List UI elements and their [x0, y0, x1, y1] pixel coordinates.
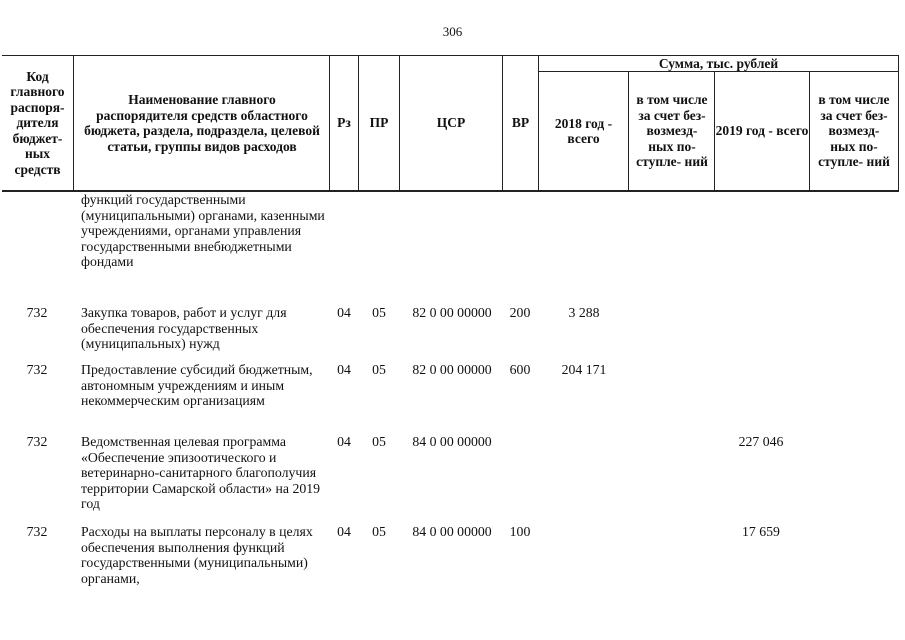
row-sum-2019: 227 046	[738, 434, 784, 449]
row-sum-2018: 204 171	[561, 362, 607, 377]
header-2018-total: 2018 год - всего	[554, 115, 613, 146]
row-code: 732	[26, 305, 48, 320]
row-name: Расходы на выплаты персоналу в целях обеспечения выполнения функций государственными (муниципальными) органами,	[81, 524, 313, 586]
row-rz: 04	[337, 362, 351, 377]
row-csr: 82 0 00 00000	[412, 305, 492, 320]
row-rz: 04	[337, 524, 351, 539]
header-2019-free: в том числе за счет без- возмезд- ных по- ступле- ний	[818, 92, 890, 170]
row-pr: 05	[372, 305, 386, 320]
row-rz: 04	[337, 434, 351, 449]
header-csr: ЦСР	[436, 115, 466, 131]
row-vr: 600	[509, 362, 531, 377]
row-vr: 200	[509, 305, 531, 320]
row-rz: 04	[337, 305, 351, 320]
header-2018-free: в том числе за счет без- возмезд- ных по- ступле- ний	[636, 92, 708, 170]
header-2019-total: 2019 год - всего	[715, 123, 809, 139]
header-sum-group: Сумма, тыс. рублей	[658, 55, 779, 71]
header-name: Наименование главного распорядителя средств областного бюджета, раздела, подраздела, целевой статьи, группы видов расходов	[84, 92, 320, 154]
page-number: 306	[442, 24, 463, 39]
row-csr: 84 0 00 00000	[412, 434, 492, 449]
col-divider	[809, 71, 810, 191]
col-divider	[898, 55, 899, 191]
row-sum-2018: 3 288	[568, 305, 600, 320]
table-header	[2, 55, 899, 191]
row-pr: 05	[372, 362, 386, 377]
row-sum-2019: 17 659	[742, 524, 780, 539]
row-csr: 84 0 00 00000	[412, 524, 492, 539]
row-csr: 82 0 00 00000	[412, 362, 492, 377]
col-divider	[73, 55, 74, 191]
row-pr: 05	[372, 524, 386, 539]
row-name: Ведомственная целевая программа «Обеспечение эпизоотического и ветеринарно-санитарного благополучия территории Самарской области» на 2019 год	[81, 434, 321, 512]
row-code: 732	[26, 362, 48, 377]
col-divider	[628, 71, 629, 191]
header-rz: Рз	[337, 115, 351, 131]
row-name: Предоставление субсидий бюджетным, автономным учреждениям и иным некоммерческим организациям	[81, 362, 313, 409]
header-code: Код главного распоря- дителя бюджет- ных средств	[10, 68, 65, 177]
row-code: 732	[26, 434, 48, 449]
row-name: Закупка товаров, работ и услуг для обеспечения государственных (муниципальных) нужд	[81, 305, 287, 352]
header-vr: ВР	[511, 115, 530, 131]
row-code: 732	[26, 524, 48, 539]
header-pr: ПР	[369, 115, 389, 131]
row-vr: 100	[509, 524, 531, 539]
row-pr: 05	[372, 434, 386, 449]
row-name: функций государственными (муниципальными) органами, казенными учреждениями, органами управления государственными внебюджетными фондами	[81, 192, 325, 270]
